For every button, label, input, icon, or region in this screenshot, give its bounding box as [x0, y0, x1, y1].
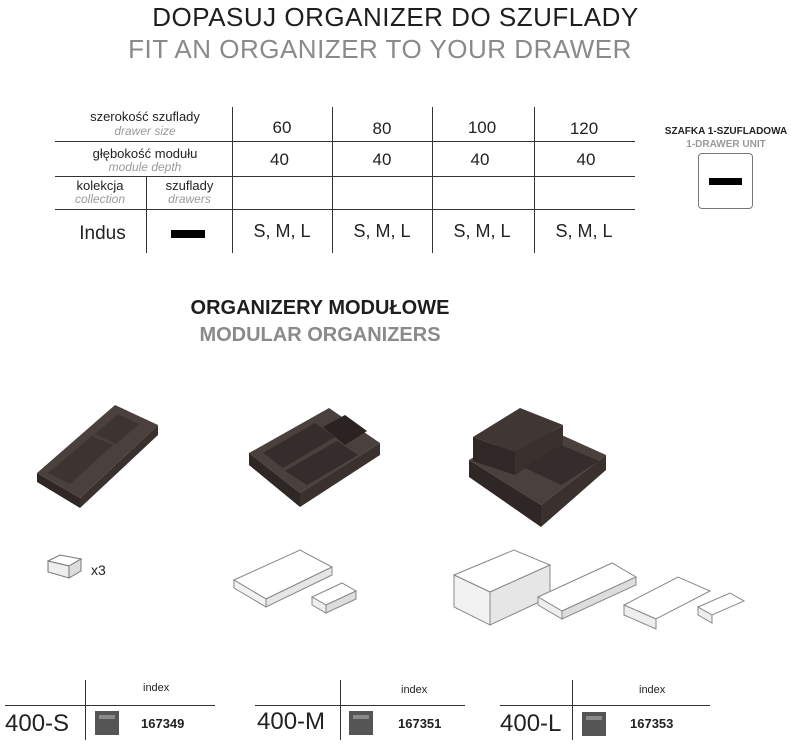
product-code: 400-L — [500, 710, 562, 737]
depth-120: 40 — [576, 150, 596, 169]
module-depth-label: głębokość modułu — [92, 146, 198, 161]
section-subtitle: MODULAR ORGANIZERS — [199, 324, 441, 346]
sizes-100: S, M, L — [453, 221, 511, 241]
drawers-label-en: drawers — [168, 192, 211, 206]
collection-label: kolekcja — [76, 178, 124, 193]
sizes-80: S, M, L — [353, 221, 411, 241]
page-title: DOPASUJ ORGANIZER DO SZUFLADY — [152, 2, 639, 32]
color-swatch — [582, 712, 606, 736]
small-box-image — [45, 553, 85, 581]
width-80: 80 — [372, 119, 392, 138]
trays-l-image — [452, 547, 747, 637]
depth-60: 40 — [270, 150, 289, 169]
product-code: 400-S — [5, 710, 70, 737]
unit-title: SZAFKA 1-SZUFLADOWA — [664, 126, 788, 137]
width-120: 120 — [569, 119, 599, 138]
index-label: index — [639, 684, 666, 696]
product-code: 400-M — [257, 708, 326, 735]
width-60: 60 — [272, 118, 292, 137]
depth-80: 40 — [372, 150, 392, 169]
page-subtitle: FIT AN ORGANIZER TO YOUR DRAWER — [128, 34, 632, 64]
sizes-60: S, M, L — [253, 221, 311, 241]
organizer-l-image — [465, 405, 610, 530]
drawer-size-label-en: drawer size — [114, 124, 176, 138]
quantity-label: x3 — [91, 562, 106, 578]
sizes-120: S, M, L — [555, 221, 613, 241]
index-number: 167353 — [630, 716, 674, 731]
unit-subtitle: 1-DRAWER UNIT — [686, 139, 766, 150]
index-label: index — [143, 682, 170, 694]
index-number: 167349 — [141, 716, 185, 731]
index-label: index — [401, 684, 428, 696]
drawer-unit-icon — [698, 153, 753, 209]
color-swatch — [95, 711, 119, 735]
collection-indus: Indus — [79, 223, 126, 244]
index-number: 167351 — [398, 716, 442, 731]
width-100: 100 — [467, 118, 497, 137]
trays-m-image — [232, 547, 362, 627]
collection-label-en: collection — [74, 192, 126, 206]
section-title: ORGANIZERY MODUŁOWE — [190, 297, 450, 319]
drawers-label: szuflady — [165, 178, 214, 193]
drawer-front-icon — [171, 230, 205, 238]
drawer-size-label: szerokość szuflady — [90, 109, 200, 124]
module-depth-label-en: module depth — [108, 160, 182, 174]
organizer-s-image — [30, 400, 165, 515]
color-swatch — [349, 711, 373, 735]
organizer-m-image — [245, 405, 385, 515]
depth-100: 40 — [470, 150, 490, 169]
